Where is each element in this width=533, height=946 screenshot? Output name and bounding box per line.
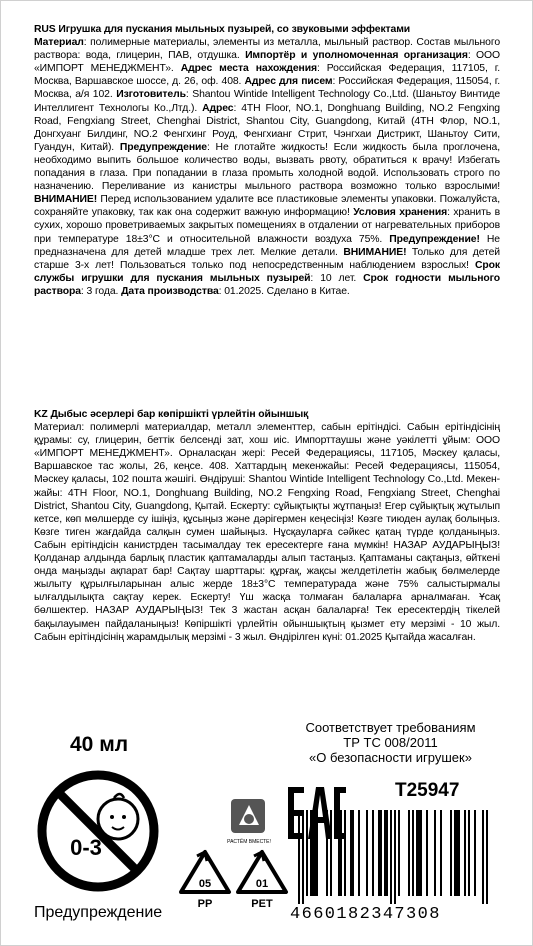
barcode-bar <box>486 810 488 904</box>
barcode-bar <box>454 810 456 896</box>
barcode-bar <box>456 810 458 896</box>
barcode-bar <box>464 810 466 896</box>
barcode-bar <box>330 810 332 896</box>
rus-text-segment: : полимерные материалы, элементы из металла, мыльный раствор. Состав мыльного раствора: вода, глицерин, ПАВ, отдушка. <box>34 37 500 62</box>
rus-text-segment: : Shantou Wintide Intelligent Technology Co.,Ltd. (Шаньтоу Винтиде Интеллигент Технологы Ко.,Лтд.). <box>34 89 500 114</box>
growing-together-text: РАСТЁМ ВМЕСТЕ! <box>227 839 271 845</box>
rus-product-title: Игрушка для пускания мыльных пузырей, со звуковыми эффектами <box>55 24 411 35</box>
rus-heading-segment: Импортёр и уполномоченная организация <box>245 50 468 62</box>
rus-heading-segment: Срок годности мыльного раствора <box>34 272 500 297</box>
rus-heading-segment: Срок службы игрушки для пускания мыльных пузырей <box>34 259 500 284</box>
barcode-bar <box>358 810 360 896</box>
recycle-pet-code: PET <box>251 898 273 910</box>
age-range-text: 0-3 <box>70 835 102 860</box>
rus-text-segment: : 3 года. <box>80 285 122 297</box>
barcode-bar <box>344 810 346 896</box>
barcode-bar <box>380 810 382 896</box>
growing-together-logo <box>225 795 273 847</box>
kz-body: Материал: полимерлі материалдар, металл элементтер, сабын ерітіндісі. Сабын ерітіндісінің құрамы: су, глицерин, беттік белсенді зат, хош иіс. Импорттаушы және уәкілетті ұйым: ООО «ИМПОРТ МЕНЕДЖМЕНТ». Орналасқан жері: Ресей Федерациясы, 117105, Мәскеу қаласы, Варшавское тас жолы, 26, кеңсе. 408. Хаттардың мекенжайы: Ресей Федерациясы, 115054, Мәскеу қаласы, 102 пошта жәшігі. Өндіруші: Shantou Wintide Intelligent Technology Co.,Ltd. Мекен-жайы: 4TH Floor, NO.1, Donghuang Building, NO.2 Fengxing Road, Fengxiang Street, Chenghai District, Shantou City, Guangdong, Қытай. Ескерту: сұйықтықты жұтпаңыз! Егер сұйықтық жұтылып кетсе, көп мөлшерде су ішіңіз, құсыңыз және дәрігермен кеңесіңіз! Көзге тиюден аулақ болыңыз. Көзге тиген жағдайда салқын сумен шайыңыз. Нұсқауларға сәйкес қатаң түрде қолданыңыз. Сабын ерітіндісін канистрден тасымалдау тек ересектерге ғана мүмкін! НАЗАР АУДАРЫҢЫЗ! Қолданар алдында барлық пластик қаптамаларды алып тастаңыз. Қаптаманы сақтаңыз, өйткені онда маңызды ақпарат бар! Сақтау шарттары: құрғақ, жақсы желдетілетін жабық бөлмелерде жылыту құрылғыларынан алыс жерде 18±3°С температурада және 75% салыстырмалы ылғалдылықта сақтау керек. Ескерту! Үш жасқа толмаған балаларға арналмаған. Ұсақ бөлшектер. НАЗАР АУДАРЫҢЫЗ! Тек 3 жастан асқан балаларға! Тек ересектердің тікелей бақылауымен пайдаланыңыз! Көпіршікті үрлейтін ойыншықтың қызмет ету мерзімі - 10 жыл. Сабын ерітіндісінің жарамдылық мерзімі - 3 жыл. Өндірілген күні: 01.2025 Қытайда жасалған. <box>34 422 500 643</box>
product-code: T25947 <box>395 780 460 801</box>
rus-text-segment: : Российская Федерация, 115054, г. Москва, а/я 102. <box>34 76 500 101</box>
barcode-bar <box>378 810 380 896</box>
barcode-bar <box>474 810 476 896</box>
conformity-line1: Соответствует требованиям <box>305 720 476 735</box>
rus-text-segment: Только для детей старше 3-х лет! Пользоваться только под непосредственным наблюдением взрослых! <box>34 246 501 271</box>
barcode-bar <box>468 810 470 896</box>
recycle-pp-code: PP <box>197 898 213 910</box>
barcode-bar <box>366 810 368 896</box>
barcode-bar <box>306 810 308 896</box>
rus-text-segment: : 4TH Floor, NO.1, Donghuang Building, NO.2 Fengxing Road, Fengxiang Street, Chenghai District, Shantou City, Guangdong, Китай (4TH Флор, NO.1, Донгхуанг Билдинг, NO.2 Фенгхинг Роуд, Фенгхианг Стрит, Чэнгхаи Дистрикт, Шаньтоу Сити, Гуандун, Китай). <box>34 102 500 153</box>
rus-heading-segment: Адрес места нахождения <box>180 63 317 75</box>
barcode-bar <box>482 810 484 904</box>
barcode-bar <box>408 810 410 896</box>
ean13-barcode <box>286 810 500 906</box>
rus-text-block <box>34 23 500 298</box>
recycle-pp-number: 05 <box>198 878 212 890</box>
conformity-line2: ТР ТС 008/2011 <box>343 735 438 750</box>
conformity-statement <box>283 720 498 765</box>
rus-text-segment: Не предназначена для детей младше трех лет. Мелкие детали. <box>34 233 500 258</box>
rus-heading-segment: Адрес для писем <box>244 76 333 88</box>
barcode-bar <box>326 810 328 896</box>
rus-heading-segment: Условия хранения <box>353 207 448 219</box>
volume-label: 40 мл <box>70 733 129 756</box>
rus-text-segment: Перед использованием удалите все пластиковые элементы упаковки. Пожалуйста, сохраняйте упаковку, так как она содержит важную информацию! <box>34 194 500 219</box>
barcode-bar <box>426 810 428 896</box>
rus-body <box>34 37 500 297</box>
rus-text-segment: : 10 лет. <box>310 272 364 284</box>
rus-text-segment: : 01.2025. Сделано в Китае. <box>218 285 350 297</box>
barcode-bar <box>338 810 340 896</box>
barcode-digits: 4660182347308 <box>290 905 441 924</box>
rus-text-segment: : Не глотайте жидкость! Если жидкость была проглочена, необходимо выпить большое количество воды, вызвать рвоту, обратиться к врачу! Избегать попадания в глаза. При попадании в глаза промыть холодной водой. Использовать строго по назначению. Переливание из канистры мыльного раствора возможно только взрослыми! <box>34 141 500 193</box>
barcode-bar <box>386 810 388 896</box>
barcode-bar <box>398 810 400 896</box>
barcode-bar <box>394 810 396 904</box>
kz-text-block <box>34 408 500 644</box>
barcode-bar <box>416 810 418 896</box>
barcode-bar <box>312 810 314 896</box>
rus-lang-code: RUS <box>34 24 56 35</box>
rus-text-segment: : Российская Федерация, 117105, г. Москва, Варшавское шоссе, д. 26, оф. 408. <box>34 63 500 88</box>
barcode-bar <box>440 810 442 896</box>
barcode-bar <box>352 810 354 896</box>
rus-heading-segment: Предупреждение! <box>389 233 480 245</box>
barcode-bar <box>412 810 414 896</box>
barcode-bar <box>314 810 316 896</box>
barcode-bar <box>372 810 374 896</box>
barcode-bar <box>298 810 300 904</box>
rus-text-segment: : хранить в сухих, хорошо проветриваемых закрытых помещениях в отдалении от нагревательных приборов при температуре 18±3°С и относительной влажности воздуха 75%. <box>34 207 500 245</box>
barcode-bar <box>434 810 436 896</box>
rus-heading-segment: ВНИМАНИЕ! <box>34 194 98 206</box>
rus-heading-segment: Материал <box>34 37 84 49</box>
rus-heading-segment: Дата производства <box>121 285 219 297</box>
recycle-pet-icon <box>232 848 292 910</box>
warning-caption: Предупреждение <box>34 904 163 921</box>
barcode-bar <box>310 810 312 896</box>
rus-heading-segment: ВНИМАНИЕ! <box>343 246 407 258</box>
conformity-line3: «О безопасности игрушек» <box>309 750 472 765</box>
barcode-bar <box>390 810 392 904</box>
rus-heading-segment: Предупреждение <box>119 141 207 153</box>
barcode-bar <box>420 810 422 896</box>
rus-heading-segment: Адрес <box>202 102 234 114</box>
rus-heading-segment: Изготовитель <box>116 89 186 101</box>
barcode-bar <box>418 810 420 896</box>
barcode-bar <box>384 810 386 896</box>
barcode-bar <box>340 810 342 896</box>
age-warning-icon <box>34 765 164 900</box>
barcode-bar <box>450 810 452 896</box>
recycle-pp-icon <box>175 848 235 910</box>
kz-lang-code: KZ <box>34 409 48 420</box>
rus-text-segment: : ООО «ИМПОРТ МЕНЕДЖМЕНТ». <box>34 50 501 75</box>
barcode-bar <box>302 810 304 904</box>
barcode-bar <box>316 810 318 896</box>
recycle-pet-number: 01 <box>255 878 269 890</box>
barcode-bar <box>350 810 352 896</box>
kz-product-title: Дыбыс әсерлері бар көпіршікті үрлейтін ойыншық <box>47 409 309 420</box>
barcode-bar <box>458 810 460 896</box>
